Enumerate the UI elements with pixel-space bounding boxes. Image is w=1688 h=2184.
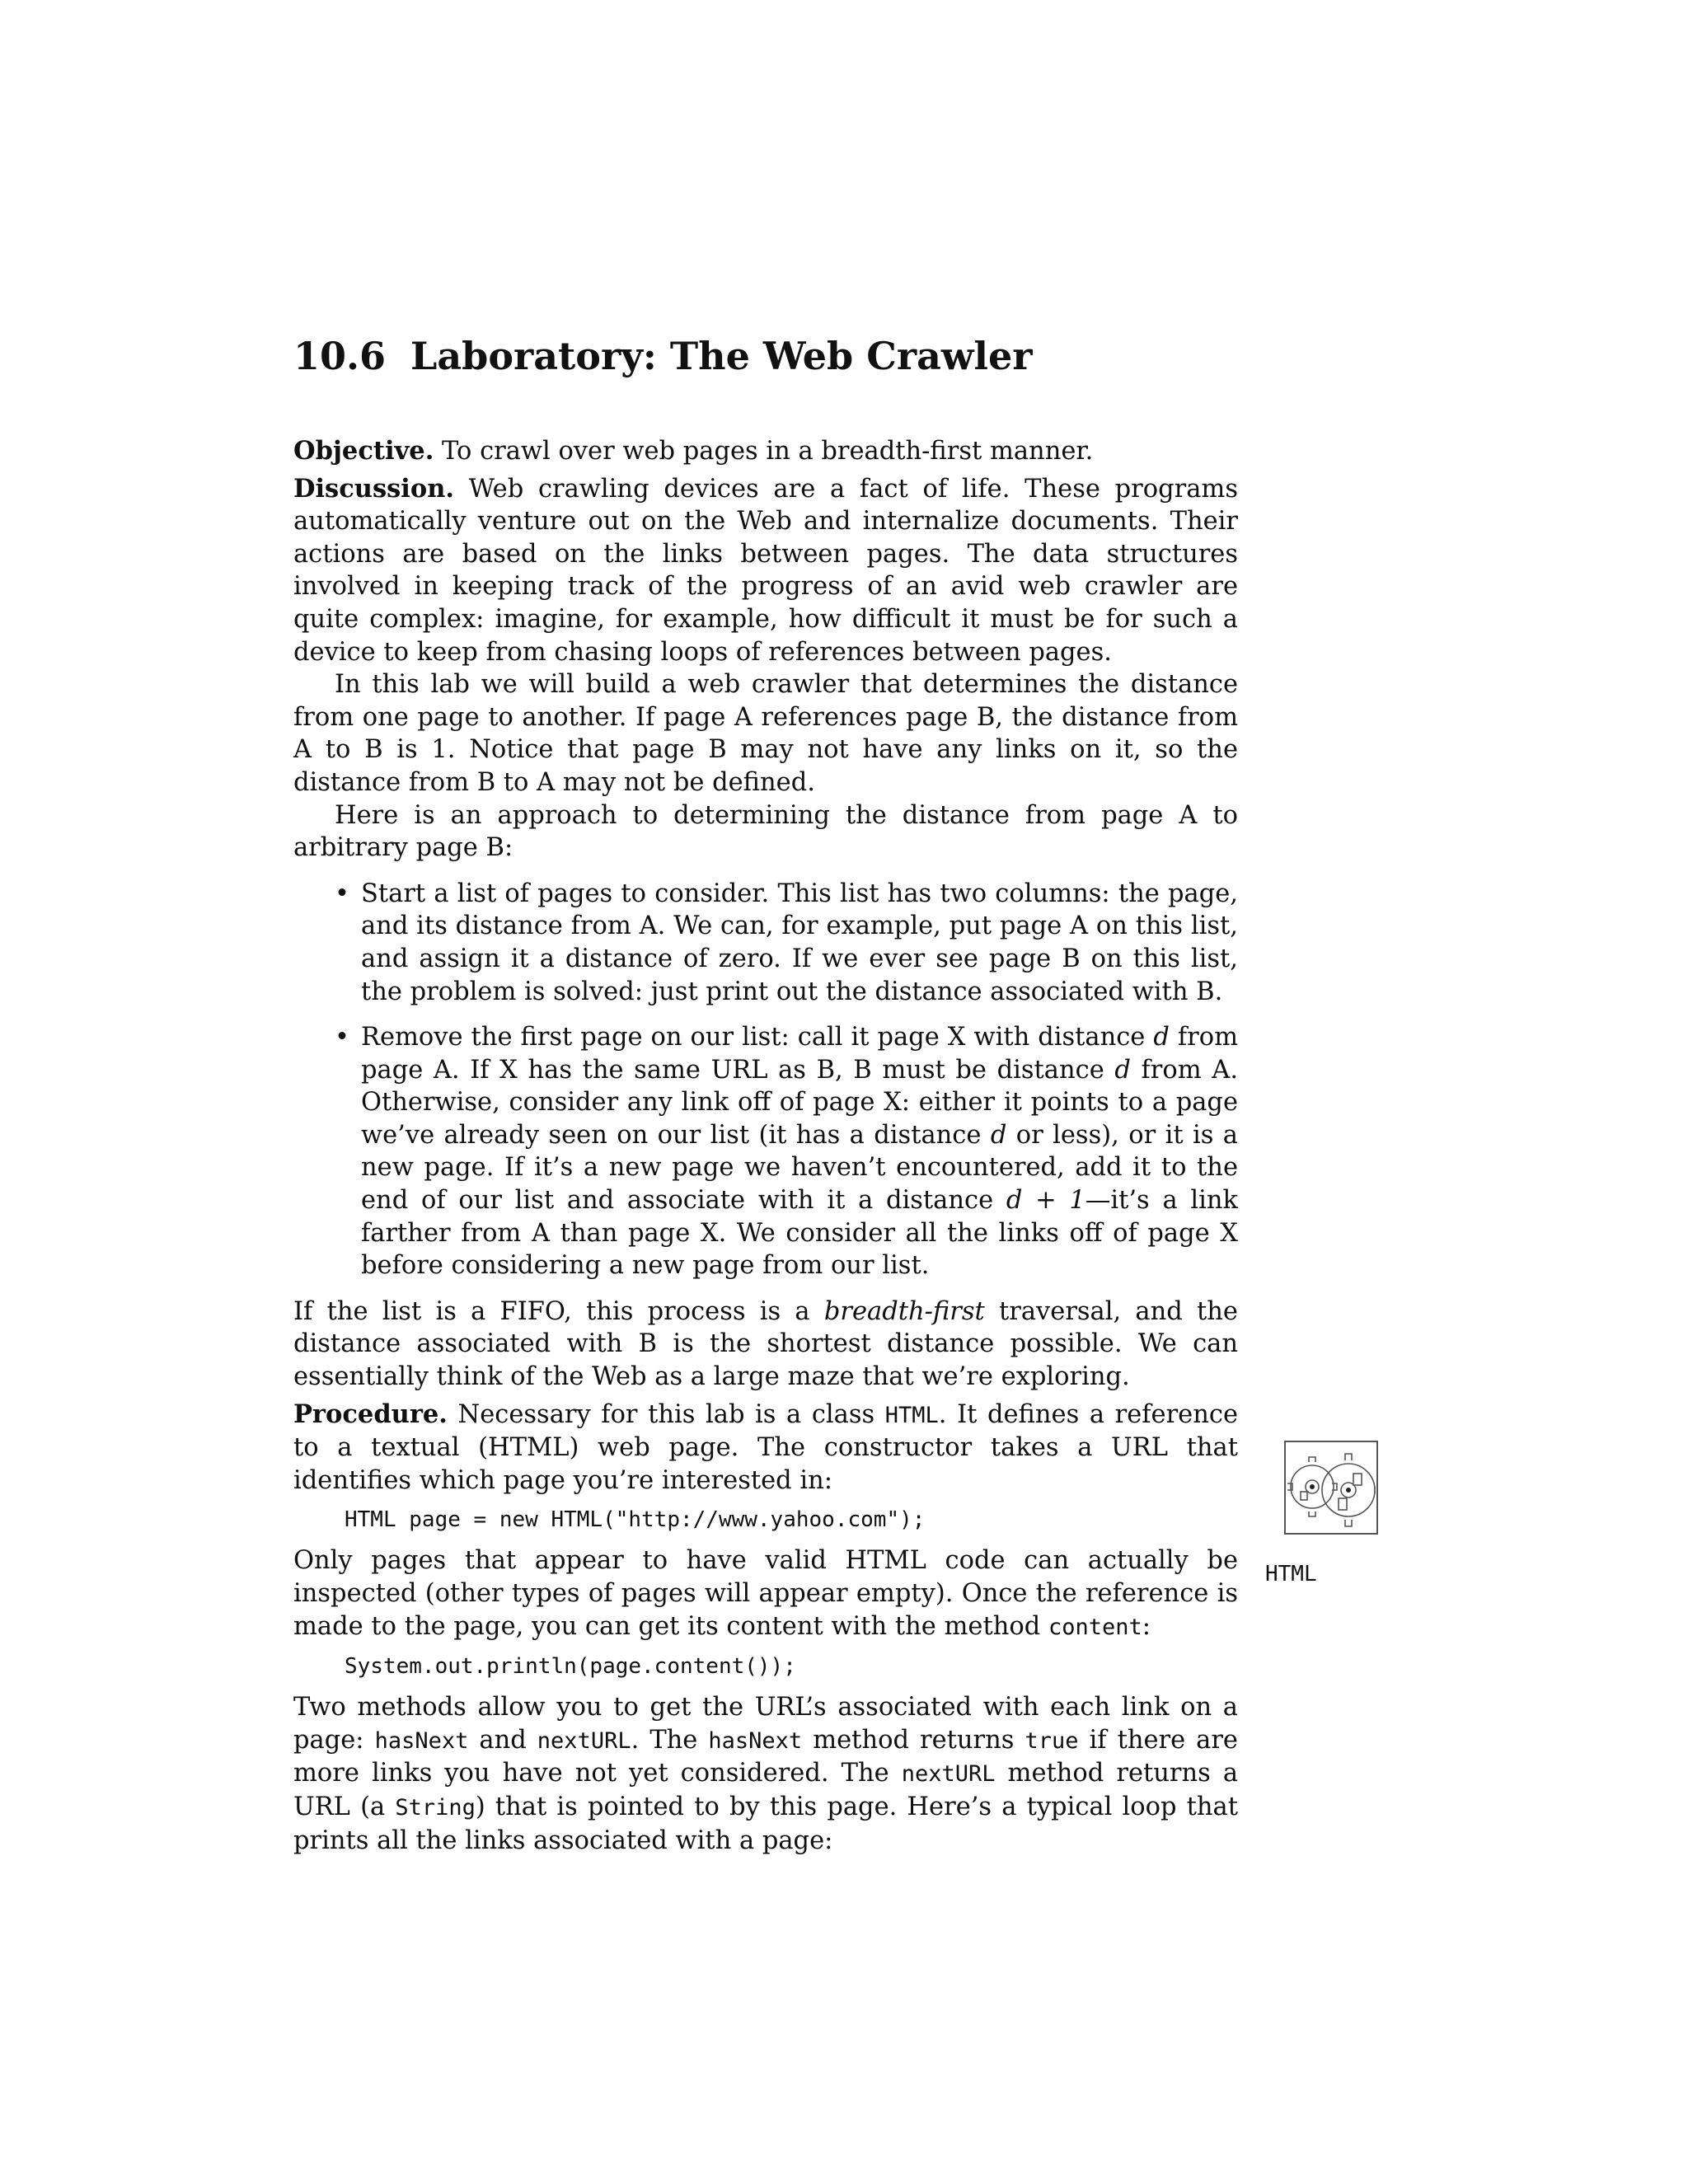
text-column — [293, 328, 1238, 1857]
discussion-paragraph-3: Here is an approach to determining the distance from page A to arbitrary page B: — [293, 800, 1238, 863]
list-item-text: Start a list of pages to consider. This list has two columns: the page, and its distance from A. We can, for example, put page A on this list, and assign it a distance of zero. If we ever see page B on this list, the problem is solved: just print out the distance associated with B. — [361, 879, 1238, 1006]
inline-code: nextURL — [901, 1761, 996, 1788]
text-run: method returns — [802, 1725, 1025, 1755]
code-block-println: System.out.println(page.content()); — [345, 1654, 796, 1680]
math-variable: d — [990, 1120, 1007, 1150]
text-run: if there are more links you have not yet considered. The — [293, 1725, 1238, 1788]
text-run: from A. Otherwise, consider any link off of page X: either it points to a page we’ve already seen on our list (it has a distance — [361, 1055, 1239, 1150]
discussion-text: Web crawling devices are a fact of life. These programs automatically venture out on the Web and internalize documents. Their actions are based on the links between pages. The data structures involved in keeping track of the progress of an avid web crawler are quite complex: imagine, for example, how difficult it must be for such a device to keep from chasing loops of references between pages. — [293, 474, 1238, 667]
math-variable: d — [1114, 1055, 1131, 1085]
text-run: If the list is a FIFO, this process is a — [293, 1296, 824, 1326]
inline-code: content — [1048, 1614, 1142, 1640]
text-run: or less), or it is a new page. If it’s a new page we haven’t encountered, add it to the end of our list and associate with it a distance — [361, 1120, 1238, 1216]
list-item-text — [361, 1021, 1238, 1282]
inline-code: hasNext — [708, 1727, 803, 1754]
math-variable: d — [1153, 1023, 1170, 1052]
section-number: 10.6 — [293, 334, 387, 378]
inline-code: String — [395, 1794, 476, 1821]
content-paragraph — [293, 1544, 1238, 1643]
discussion-paragraph-2: In this lab we will build a web crawler that determines the distance from one page to another. If page A references page B, the distance from A to B is 1. Notice that page B may not have any links on it, so the distance from B to A may not be defined. — [293, 670, 1238, 797]
fifo-paragraph — [293, 1296, 1238, 1394]
inline-code: HTML — [884, 1402, 939, 1428]
section-heading — [293, 328, 1238, 384]
text-run: Two methods allow you to get the URL’s associated with each link on a page: — [293, 1693, 1238, 1755]
code-block-constructor: HTML page = new HTML("http://www.yahoo.com"); — [345, 1507, 926, 1533]
text-run: ) that is pointed to by this page. Here’s a typical loop that prints all the links associated with a page: — [293, 1792, 1238, 1855]
emphasis: breadth-first — [823, 1296, 985, 1326]
text-run: . The — [631, 1725, 709, 1755]
methods-paragraph — [293, 1691, 1238, 1857]
approach-list — [293, 878, 1238, 1282]
bullet-icon: • — [335, 1023, 349, 1052]
inline-code: nextURL — [537, 1727, 631, 1754]
text-run: and — [468, 1725, 537, 1755]
procedure-paragraph — [293, 1399, 1238, 1497]
section-title: Laboratory: The Web Crawler — [410, 334, 1033, 378]
discussion-paragraph — [293, 473, 1238, 669]
text-run: from page A. If X has the same URL as B, B must be distance — [361, 1023, 1238, 1085]
text-run: method returns a URL (a — [293, 1759, 1238, 1821]
text-run: Only pages that appear to have valid HTML code can actually be inspected (other types of pages will appear empty). Once the reference is made to the page, you can get its content with the method — [293, 1546, 1238, 1641]
text-run: . It defines a reference to a textual (HTML) web page. The constructor takes a URL that identifies which page you’re interested in: — [293, 1399, 1238, 1495]
text-run: : — [1142, 1611, 1151, 1641]
text-run: Remove the first page on our list: call it page X with distance — [361, 1023, 1154, 1052]
inline-code: hasNext — [374, 1727, 469, 1754]
bullet-icon: • — [335, 879, 349, 908]
math-expression: d + 1 — [1006, 1186, 1085, 1216]
discussion-label: Discussion. — [293, 473, 455, 504]
inline-code: true — [1025, 1727, 1079, 1754]
objective-label: Objective. — [293, 436, 434, 466]
text-run: —it’s a link farther from A than page X. We consider all the links off of page X before considering a new page from our list. — [361, 1186, 1238, 1281]
list-item — [335, 878, 1238, 1008]
objective-paragraph — [293, 435, 1238, 468]
text-run: traversal, and the distance associated with B is the shortest distance possible. We can essentially think of the Web as a large maze that we’re exploring. — [293, 1296, 1238, 1392]
margin-label: HTML — [1265, 1562, 1317, 1586]
gears-icon — [1284, 1441, 1378, 1535]
procedure-label: Procedure. — [293, 1399, 448, 1429]
objective-text: To crawl over web pages in a breadth-first manner. — [442, 437, 1094, 466]
list-item — [335, 1021, 1239, 1282]
text-run: Necessary for this lab is a class — [457, 1399, 885, 1429]
